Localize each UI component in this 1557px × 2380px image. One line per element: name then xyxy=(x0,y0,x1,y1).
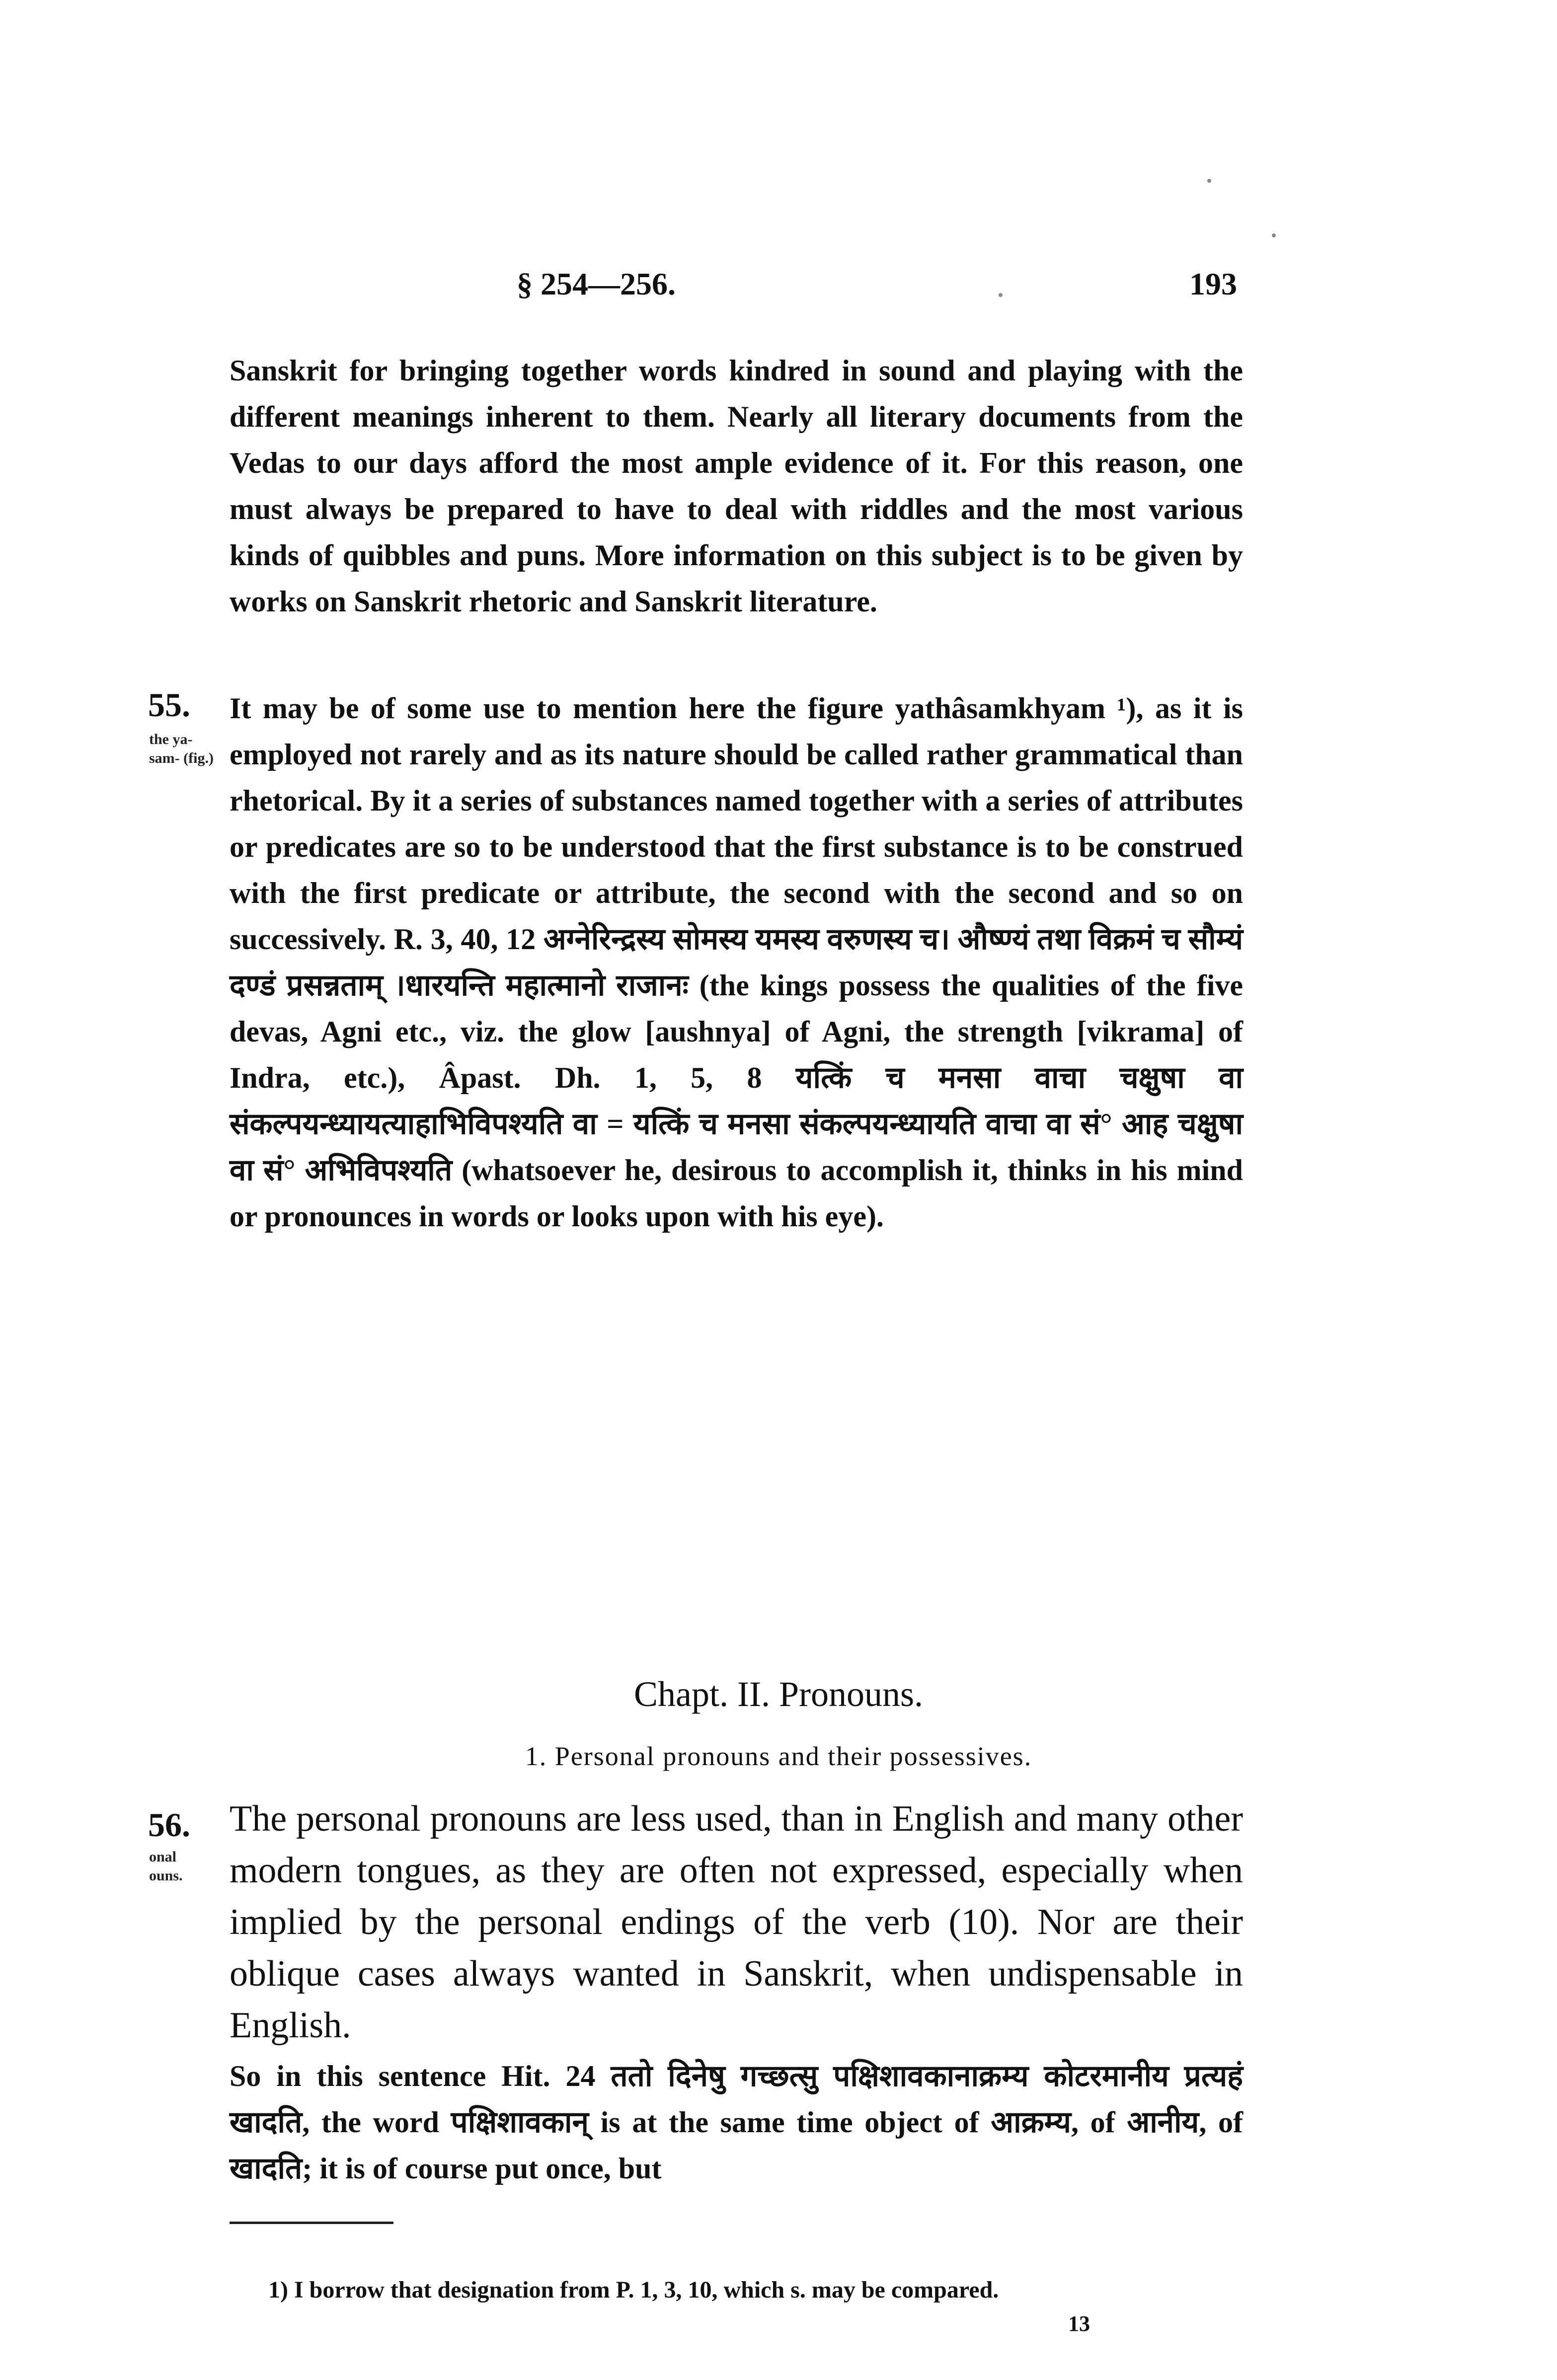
signature-mark: 13 xyxy=(1068,2311,1090,2336)
scan-speck xyxy=(999,293,1003,297)
section-55-body xyxy=(230,685,1243,1240)
section-56-text-large: The personal pronouns are less used, than in English and many other modern tongues, as they are often not expressed, especially when implied by the personal endings of the verb (10). Nor are their oblique cases always wanted in Sanskrit, when undispensable in English. xyxy=(230,1798,1243,2046)
chapter-title: Chapt. II. Pronouns. xyxy=(634,1674,923,1714)
footnote: 1) I borrow that designation from P. 1, 3, 10, which s. may be compared. xyxy=(268,2277,999,2303)
section-number-56: 56. xyxy=(148,1806,190,1844)
section-56-body xyxy=(230,1793,1243,2192)
section-number-55: 55. xyxy=(148,686,190,724)
margin-note-55: the ya- sam- (fig.) xyxy=(149,731,214,766)
paragraph-text: Sanskrit for bringing together words kindred in sound and playing with the different meanings inherent to them. Nearly all literary documents from the Vedas to our days afford the most ample evidence of it. For this reason, one must always be prepared to have to deal with riddles and the most various kinds of quibbles and puns. More information on this subject is to be given by works on Sanskrit rhetoric and Sanskrit literature. xyxy=(230,354,1243,618)
section-range: § 254—256. xyxy=(517,266,676,301)
paragraph-rhetoric xyxy=(230,348,1243,625)
page-number: 193 xyxy=(1189,266,1237,301)
section-56-text-small: So in this sentence Hit. 24 ततो दिनेषु गच्छत्सु पक्षिशावकानाक्रम्य कोटरमानीय प्रत्यहं खादति, the word पक्षिशावकान् is at the same time object of आक्रम्य, of आनीय, of खादति; it is of course put once, but xyxy=(230,2060,1243,2185)
chapter-subtitle: 1. Personal pronouns and their possessives. xyxy=(525,1741,1032,1771)
scan-speck xyxy=(1207,179,1211,183)
footnote-rule xyxy=(230,2222,393,2224)
section-55-text: It may be of some use to mention here the figure yathâsamkhyam ¹), as it is employed not rarely and as its nature should be called rather grammatical than rhetorical. By it a series of substances named together with a series of attributes or predicates are so to be understood that the first substance is to be construed with the first predicate or attribute, the second with the second and so on successively. R. 3, 40, 12 अग्नेरिन्द्रस्य सोमस्य यमस्य वरुणस्य च। औष्ण्यं तथा विक्रमं च सौम्यं दण्डं प्रसन्नताम् ।धारयन्ति महात्मानो राजानः (the kings possess the qualities of the five devas, Agni etc., viz. the glow [aushnya] of Agni, the strength [vikrama] of Indra, etc.), Âpast. Dh. 1, 5, 8 यत्किं च मनसा वाचा चक्षुषा वा संकल्पयन्ध्यायत्याहाभिविपश्यति वा = यत्किं च मनसा संकल्पयन्ध्यायति वाचा वा सं° आह चक्षुषा वा सं° अभिविपश्यति (whatsoever he, desirous to accomplish it, thinks in his mind or pronounces in words or looks upon with his eye). xyxy=(230,692,1243,1233)
margin-note-56: onal ouns. xyxy=(149,1849,183,1884)
page-header xyxy=(234,266,1237,305)
scan-speck xyxy=(1272,233,1276,237)
